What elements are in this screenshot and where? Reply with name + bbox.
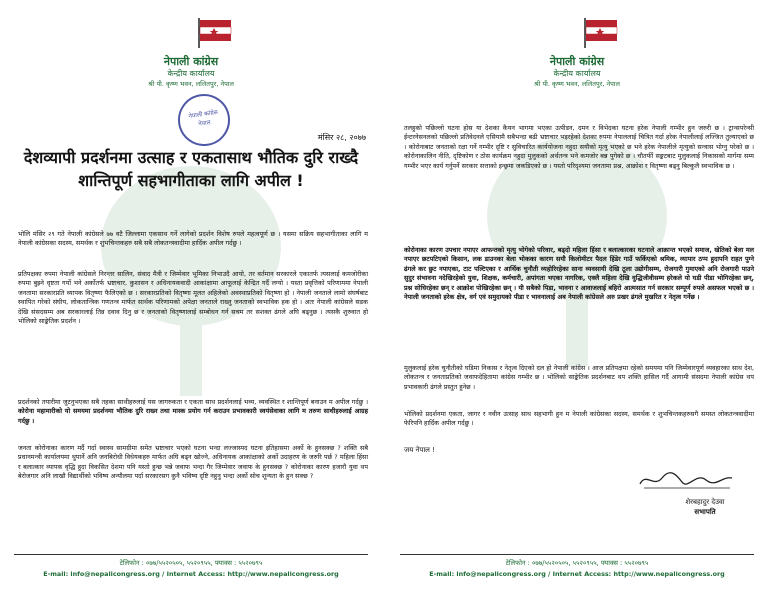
letterhead-title: नेपाली कांग्रेस <box>549 55 605 68</box>
paragraph <box>18 270 368 326</box>
letterhead-title: नेपाली कांग्रेस <box>163 55 219 68</box>
party-flag-icon <box>197 18 233 48</box>
paragraph-text: भोलिको प्रदर्शनमा एकता, जागर र नवीन उत्साह साथ सहभागी हुन म नेपाली कांग्रेसका सदस्य, समर्थक र शुभचिन्तकहरुसगै समस्त लोकतन्त्रवादीमा फेरिपनि हार्दिक अपील गर्दछु । <box>404 410 754 428</box>
footer-phone: टेलिफोन : ०७७/५५२०५०५, ५५२०९५५, फ्याक्स : ५५२०७९५ <box>119 559 263 567</box>
footer-email: E-mail: info@nepalicongress.org / Internet Access: http://www.nepalicongress.org <box>43 570 339 578</box>
paragraph-text: भोलि मंसिर २९ गते नेपाली कांग्रेसले ७७ वटै जिल्लामा एकसाथ गर्ने लागेको प्रदर्शन विशेष रुपले महत्वपूर्ण छ । यसमा सक्रिय सहभागीताका लागि म नेपाली कांग्रेसका सदस्य, समर्थक र शुभचिन्तकहरु सबै सबै लोकतन्त्रवादीमा हार्दिक अपील गर्दछु । <box>18 230 368 248</box>
paragraph <box>404 124 754 171</box>
letterhead <box>6 6 376 88</box>
letterhead-office: केन्द्रीय कार्यालय <box>553 69 601 78</box>
letter-date: मंसिर २८, २०७७ <box>317 133 366 142</box>
closing-text: जय नेपाल ! <box>404 446 435 454</box>
paragraph-text: प्रतिपक्षका रुपमा नेपाली कांग्रेसले निरन्तर सालिन, संवाद मैत्री र जिम्मेवार भूमिका निभाउदै आयो, तर वर्तमान सरकारले एकातर्फ त्यसलाई कमजोरीका रुपमा बुझ्ने धृष्टता गर्यो भने अर्कोतर्फ भ्रष्टाचार, कुशासन र अधिनायकवादी आकांक्षामा आफूलाई केन्द्रित गर्दै लग्यो । यस्ता प्रवृत्तिको परिणाममा नेपाली जनतामा सरकारप्रति व्यापक वितृष्णा फैलिएको छ । सरकारप्रतिको वितृष्णा मूलत अहिलेको अवस्थाप्रतिको वितृष्णा हो । नेपाली जनताले लामो संघर्षबाट स्थापित गरेको संघीय, लोकतान्त्रिक गणतन्त्र मार्फत सार्थक परिणामको अपेक्षा जनताले राख्नु जनताको स्वभाविक हक हो । अतः नेपाली कांग्रेसले सडक देखि संसदसम्म अब सरकारलाई तिव्र दवाव दिनु छ र जनताको वितृष्णालाई सम्बोधन गर्न सचम तर सशक्त ढंगले अघि बढ्नुछ । त्यसकै शुरुवात हो भोलिको साङ्केतिक प्रदर्शन । <box>18 270 368 326</box>
closing-line <box>404 446 754 455</box>
letter-page-2 <box>392 6 762 586</box>
footer-phone: टेलिफोन : ०७७/५५२०५०५, ५५२०९५५, फ्याक्स : ५५२०७९५ <box>505 559 649 567</box>
paragraph-text: तलहुको पछिल्लो घटना होस या देशका कैयन भागमा भएका उत्पीडन, दमन र विभेदका घटना हरेक नेपाली गम्भीर हुन जरुरी छ । ट्रान्सपरेन्सी ईन्टरनेसनलको पछिल्लो प्रतिवेदनले एसियामै सबैभन्दा बढी भ्रष्टाचार भइरहेको देशका रुपमा नेपाललाई चित्रित गर्दा हरेक नेपालीलाई लज्जित तुल्याएको छ । कोरोनाबाट जनताको रक्षा गर्ने गम्भीर दृष्टि र सुविचारित कार्ययोजना नहुदा सयौको मृत्यु भएको छ भने हरेक नेपालीले मृत्युको सन्त्रास भोग्नु परेको छ । कोरोनाकालिन नीति, दृष्टिकोण र ठोस कार्यक्रम नहुदा मुलुकको अर्थतन्त्र भने कमजोर बन्न पुगेको छ । चौतर्फी सङ्कटबाट मुलुकलाई निकासको मार्गमा सम्म गम्भीर भएर कार्य गर्नुपर्ने सरकार सत्ताको इन्छ्रमा जकडिएको छ । यस्तो परिदृश्यमा जनतामा प्रश्न, आक्रोश र वितृष्णा बढ्नु बिल्कुलै स्वभाविक छ । <box>404 124 754 170</box>
signatory-name: शेरबहादुर देउवा <box>685 498 725 506</box>
letter-headline: देशव्यापी प्रदर्शनमा उत्साह र एकतासाथ भौतिक दुरि राख्दै शान्तिपूर्ण सहभागीताका लागि अपील ! <box>23 148 359 190</box>
handwritten-signature <box>636 468 736 492</box>
paragraph <box>404 410 754 429</box>
paragraph <box>404 246 754 302</box>
paragraph-bold-text: कोरोना महामारीको यो समयमा प्रदर्शनमा भौतिक दुरि राख्न तथा मास्क प्रयोग गर्न कराउन प्रभावकारी स्वयंसेवाका लागि म तरुण साथीहरुलाई आग्रह गर्दछु । <box>18 407 368 425</box>
party-flag-icon <box>583 18 619 48</box>
letterhead-office: केन्द्रीय कार्यालय <box>167 69 215 78</box>
letter-page-1 <box>6 6 376 586</box>
seal-line-2: नेपाल <box>197 119 212 128</box>
footer-email: E-mail: info@nepalicongress.org / Internet Access: http://www.nepalicongress.org <box>429 570 725 578</box>
paragraph-text: प्रदर्शनको तयारीमा जुटनुभएका सबै तहका साथीहरुलाई यस जागरुकता र एकता साथ प्रदर्शनलाई भव्य, व्यवस्थित र शान्तिपूर्ण बनाउन म अपील गर्दछु । <box>18 398 368 406</box>
paragraph-text: जनता कोरोनाका कारण मर्दै गर्दा स्वास्थ सामग्रीमा समेत भ्रष्टाचार भएको घटना भन्दा लज्जास्पद घटना इतिहासमा अर्को के हुनसक्छ ? शक्ति सबै प्रधानमन्त्री कार्यालयमा थुपार्ने अनि जनबिरोधी विधेयकहरु मार्फत अघि बढ्न खोज्ने, अधिनायक आकांक्षाको अर्को उदाहरण के जरुरि पर्छ ? महिला हिंसा र बलात्कार व्यापक वृद्धि हुदा विकसित देशमा पनि यस्तो हुन्छ भन्ने जवाफ भन्दा गैर जिम्मेवार जवाफ के हुनसक्छ ? कोरोनाका कारण हजारौ युवा थप बेरोजगार अनि लाखौ विद्यार्थीको भविष्य अन्यौलमा पर्दा सरकारसग कुनै भविष्य दृष्टि नहुनु भन्दा अर्को सोच शून्यता के हुन सक्छ ? <box>18 444 368 481</box>
seal-line-1: नेपाली कांग्रेस <box>188 109 219 121</box>
paragraph-bold-text: कोरोनाका कारण उपचार नपाएर आफन्तको मृत्यु भोगेको परिवार, बढ्दो महिला हिंसा र बलात्कारका घटनाले आक्रान्त भएको समाज, खेतिको बेला मल नपाएर छटपटिएको किसान, लक डाउनका बेला भोकका कारण सयौ किलोमीटर पैदल हिंडेर गाउँ फर्किएको श्रमिक, व्यापार ठप्प हुदापनि राहत पुग्ने ढंगले कर छुट नपाएका, टाट पल्टिएका र आर्थिक चुनौती व्यहोरिरहेका साना व्यवसायी देखि ठूला उद्योगीसम्म, रोजगारी गुमाएको अनि रोजगारी पाउने सुदुर संभावना नदेखिरहेको युवा, शिक्षक, कर्मचारी, अपांगता भएका नागरिक, एक्लै महिला देखि वुद्धिजीवीसम्म हरेकले यो घडी पीडा भोगिरहेका छन्, प्रश्न सोधिरहेका छन् र आक्रोश पोखिरहेका छन् । यी सबैको पिडा, भावना र आवाजलाई बहिरो आत्मसात गर्न सरकार सम्पूर्ण रुपले असफल भएको छ । नेपाली जनताको हरेक क्षेत्र, वर्ग एवं समुदायको पीडा र भावनालाई अब नेपाली कांग्रेसले अरु प्रखर ढंगले मुखरित र नेतृत्व गर्नेछ । <box>404 246 754 302</box>
footer-divider <box>14 554 368 555</box>
paragraph <box>404 364 754 392</box>
paragraph-text: मुलुकलाई हरेक चुनौतीको घडिमा निकास र नेतृत्व दिएको दल हो नेपाली कांग्रेस । आज प्रतिपक्षमा रहेको समयमा पनि जिम्मेवारपूर्ण व्यवहारका साथ देश, लोकतन्त्र र जनताप्रतिको जवाफदेहितामा कांग्रेस गम्भीर छ । भोलिको साङ्केतिक प्रदर्शनबाट थप शक्ति हासिल गर्दै आगामी संसदमा नेपाली कांग्रेस थप प्रभावकारी ढंगले प्रस्तुत हुनेछ । <box>404 364 754 391</box>
letterhead-address: श्री पी. कृष्ण भवन, ललितपुर, नेपाल <box>148 80 234 88</box>
signatory-role: सभापति <box>694 508 716 516</box>
footer-divider <box>400 554 754 555</box>
letterhead <box>392 6 762 88</box>
letterhead-address: श्री पी. कृष्ण भवन, ललितपुर, नेपाल <box>534 80 620 88</box>
paragraph <box>18 398 368 426</box>
office-seal <box>175 91 234 150</box>
paragraph <box>18 230 368 249</box>
paragraph <box>18 444 368 482</box>
